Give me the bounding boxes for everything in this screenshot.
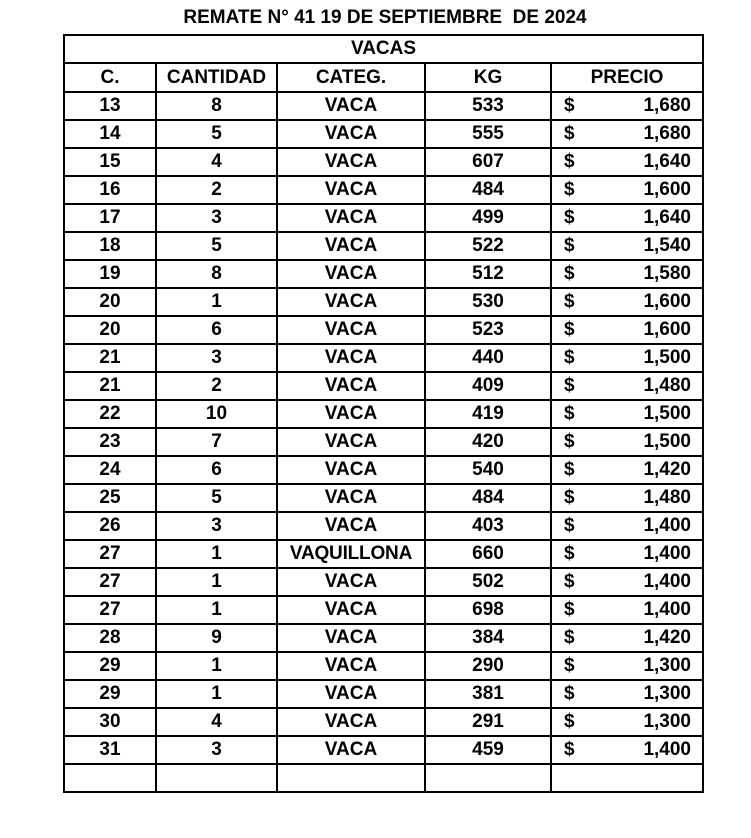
cell-cantidad: 2 — [156, 176, 277, 204]
cell-categ: VACA — [277, 568, 425, 596]
column-header-precio: PRECIO — [551, 63, 703, 92]
currency-symbol: $ — [564, 655, 575, 676]
cell-c: 27 — [64, 568, 156, 596]
cell-precio — [551, 260, 703, 288]
column-header-categ: CATEG. — [277, 63, 425, 92]
table-row — [64, 680, 703, 708]
cell-cantidad: 6 — [156, 456, 277, 484]
price-amount: 1,600 — [643, 179, 691, 200]
table-row — [64, 120, 703, 148]
cell-precio — [551, 148, 703, 176]
currency-symbol: $ — [564, 263, 575, 284]
table-row — [64, 708, 703, 736]
currency-symbol: $ — [564, 571, 575, 592]
price-amount: 1,480 — [643, 487, 691, 508]
table-row — [64, 624, 703, 652]
cell-precio — [551, 120, 703, 148]
cell-c: 21 — [64, 372, 156, 400]
table-row — [64, 456, 703, 484]
cell-c: 16 — [64, 176, 156, 204]
cell-c: 26 — [64, 512, 156, 540]
cell-categ: VACA — [277, 512, 425, 540]
cell-c: 28 — [64, 624, 156, 652]
currency-symbol: $ — [564, 711, 575, 732]
auction-table — [63, 34, 704, 793]
cell-c: 25 — [64, 484, 156, 512]
cell-cantidad: 5 — [156, 120, 277, 148]
cell-cantidad: 9 — [156, 624, 277, 652]
currency-symbol: $ — [564, 375, 575, 396]
cell-cantidad: 4 — [156, 148, 277, 176]
cell-c: 29 — [64, 652, 156, 680]
cell-cantidad: 8 — [156, 260, 277, 288]
cell-c: 15 — [64, 148, 156, 176]
cell-kg: 530 — [425, 288, 551, 316]
price-amount: 1,640 — [643, 151, 691, 172]
cell-cantidad: 8 — [156, 92, 277, 120]
cell-precio — [551, 568, 703, 596]
price-amount: 1,400 — [643, 571, 691, 592]
cell-precio — [551, 400, 703, 428]
cell-cantidad: 1 — [156, 652, 277, 680]
cell-kg: 484 — [425, 176, 551, 204]
price-amount: 1,680 — [643, 95, 691, 116]
cell-categ: VACA — [277, 92, 425, 120]
cell-kg: 440 — [425, 344, 551, 372]
cell-c: 20 — [64, 316, 156, 344]
cell-categ: VACA — [277, 344, 425, 372]
currency-symbol: $ — [564, 207, 575, 228]
cell-c: 17 — [64, 204, 156, 232]
cell-categ: VAQUILLONA — [277, 540, 425, 568]
cell-kg: 533 — [425, 92, 551, 120]
table-row — [64, 372, 703, 400]
cell-categ: VACA — [277, 288, 425, 316]
cell-cantidad: 6 — [156, 316, 277, 344]
cell-precio — [551, 512, 703, 540]
cell-categ: VACA — [277, 260, 425, 288]
table-body — [64, 92, 703, 792]
price-amount: 1,300 — [643, 683, 691, 704]
currency-symbol: $ — [564, 403, 575, 424]
cell-precio — [551, 540, 703, 568]
price-amount: 1,500 — [643, 347, 691, 368]
cell-c: 31 — [64, 736, 156, 764]
cell-categ: VACA — [277, 428, 425, 456]
currency-symbol: $ — [564, 487, 575, 508]
currency-symbol: $ — [564, 95, 575, 116]
cell-cantidad: 1 — [156, 568, 277, 596]
price-amount: 1,400 — [643, 515, 691, 536]
cell-kg: 607 — [425, 148, 551, 176]
document-title: REMATE N° 41 19 DE SEPTIEMBRE DE 2024 — [183, 7, 587, 28]
cell-precio — [551, 764, 703, 792]
cell-c: 14 — [64, 120, 156, 148]
price-amount: 1,640 — [643, 207, 691, 228]
cell-categ: VACA — [277, 120, 425, 148]
cell-kg — [425, 764, 551, 792]
table-row — [64, 92, 703, 120]
cell-kg: 459 — [425, 736, 551, 764]
cell-precio — [551, 92, 703, 120]
table-row — [64, 288, 703, 316]
currency-symbol: $ — [564, 739, 575, 760]
cell-precio — [551, 708, 703, 736]
price-amount: 1,500 — [643, 431, 691, 452]
cell-precio — [551, 484, 703, 512]
cell-kg: 381 — [425, 680, 551, 708]
cell-precio — [551, 680, 703, 708]
cell-kg: 290 — [425, 652, 551, 680]
cell-categ: VACA — [277, 596, 425, 624]
currency-symbol: $ — [564, 151, 575, 172]
currency-symbol: $ — [564, 627, 575, 648]
price-amount: 1,480 — [643, 375, 691, 396]
cell-kg: 502 — [425, 568, 551, 596]
cell-kg: 420 — [425, 428, 551, 456]
price-amount: 1,400 — [643, 739, 691, 760]
cell-categ: VACA — [277, 232, 425, 260]
price-amount: 1,400 — [643, 543, 691, 564]
cell-cantidad: 3 — [156, 204, 277, 232]
currency-symbol: $ — [564, 431, 575, 452]
currency-symbol: $ — [564, 683, 575, 704]
table-row — [64, 400, 703, 428]
cell-kg: 540 — [425, 456, 551, 484]
table-row — [64, 764, 703, 792]
cell-kg: 555 — [425, 120, 551, 148]
cell-precio — [551, 372, 703, 400]
cell-cantidad: 4 — [156, 708, 277, 736]
price-amount: 1,500 — [643, 403, 691, 424]
cell-categ: VACA — [277, 204, 425, 232]
column-header-kg: KG — [425, 63, 551, 92]
price-amount: 1,300 — [643, 655, 691, 676]
currency-symbol: $ — [564, 459, 575, 480]
cell-c: 13 — [64, 92, 156, 120]
table-row — [64, 652, 703, 680]
price-amount: 1,600 — [643, 319, 691, 340]
table-row — [64, 204, 703, 232]
cell-cantidad: 1 — [156, 596, 277, 624]
currency-symbol: $ — [564, 515, 575, 536]
currency-symbol: $ — [564, 291, 575, 312]
cell-kg: 698 — [425, 596, 551, 624]
table-row — [64, 428, 703, 456]
cell-c: 23 — [64, 428, 156, 456]
cell-cantidad: 7 — [156, 428, 277, 456]
cell-cantidad: 1 — [156, 540, 277, 568]
cell-c: 24 — [64, 456, 156, 484]
cell-precio — [551, 456, 703, 484]
currency-symbol: $ — [564, 123, 575, 144]
cell-categ: VACA — [277, 708, 425, 736]
table-row — [64, 736, 703, 764]
cell-categ: VACA — [277, 176, 425, 204]
price-amount: 1,600 — [643, 291, 691, 312]
cell-precio — [551, 204, 703, 232]
price-amount: 1,580 — [643, 263, 691, 284]
cell-cantidad: 5 — [156, 232, 277, 260]
cell-kg: 512 — [425, 260, 551, 288]
table-row — [64, 176, 703, 204]
cell-categ: VACA — [277, 736, 425, 764]
cell-cantidad: 10 — [156, 400, 277, 428]
table-row — [64, 568, 703, 596]
cell-precio — [551, 344, 703, 372]
cell-cantidad: 3 — [156, 344, 277, 372]
cell-c: 29 — [64, 680, 156, 708]
cell-kg: 523 — [425, 316, 551, 344]
cell-categ: VACA — [277, 484, 425, 512]
cell-precio — [551, 624, 703, 652]
cell-cantidad: 3 — [156, 512, 277, 540]
cell-c: 21 — [64, 344, 156, 372]
cell-kg: 522 — [425, 232, 551, 260]
cell-categ: VACA — [277, 400, 425, 428]
price-amount: 1,540 — [643, 235, 691, 256]
cell-c: 20 — [64, 288, 156, 316]
cell-cantidad — [156, 764, 277, 792]
cell-precio — [551, 316, 703, 344]
table-row — [64, 316, 703, 344]
price-amount: 1,420 — [643, 459, 691, 480]
cell-categ: VACA — [277, 624, 425, 652]
cell-kg: 403 — [425, 512, 551, 540]
cell-categ — [277, 764, 425, 792]
table-row — [64, 148, 703, 176]
cell-c: 27 — [64, 596, 156, 624]
cell-categ: VACA — [277, 680, 425, 708]
cell-cantidad: 3 — [156, 736, 277, 764]
column-header-cantidad: CANTIDAD — [156, 63, 277, 92]
cell-categ: VACA — [277, 316, 425, 344]
cell-categ: VACA — [277, 652, 425, 680]
price-amount: 1,300 — [643, 711, 691, 732]
cell-precio — [551, 428, 703, 456]
cell-precio — [551, 176, 703, 204]
cell-precio — [551, 288, 703, 316]
price-amount: 1,400 — [643, 599, 691, 620]
table-row — [64, 540, 703, 568]
currency-symbol: $ — [564, 543, 575, 564]
cell-c: 30 — [64, 708, 156, 736]
cell-categ: VACA — [277, 148, 425, 176]
currency-symbol: $ — [564, 319, 575, 340]
cell-c: 19 — [64, 260, 156, 288]
cell-c: 18 — [64, 232, 156, 260]
cell-c — [64, 764, 156, 792]
cell-cantidad: 1 — [156, 680, 277, 708]
price-amount: 1,420 — [643, 627, 691, 648]
table-row — [64, 232, 703, 260]
currency-symbol: $ — [564, 599, 575, 620]
table-row — [64, 596, 703, 624]
price-amount: 1,680 — [643, 123, 691, 144]
cell-c: 22 — [64, 400, 156, 428]
cell-kg: 384 — [425, 624, 551, 652]
table-row — [64, 260, 703, 288]
cell-kg: 291 — [425, 708, 551, 736]
cell-cantidad: 2 — [156, 372, 277, 400]
table-row — [64, 484, 703, 512]
column-header-c: C. — [64, 63, 156, 92]
cell-precio — [551, 652, 703, 680]
cell-categ: VACA — [277, 372, 425, 400]
cell-cantidad: 1 — [156, 288, 277, 316]
currency-symbol: $ — [564, 179, 575, 200]
currency-symbol: $ — [564, 235, 575, 256]
cell-kg: 419 — [425, 400, 551, 428]
table-row — [64, 344, 703, 372]
cell-categ: VACA — [277, 456, 425, 484]
cell-kg: 660 — [425, 540, 551, 568]
table-row — [64, 512, 703, 540]
cell-precio — [551, 596, 703, 624]
cell-precio — [551, 736, 703, 764]
cell-kg: 484 — [425, 484, 551, 512]
cell-kg: 499 — [425, 204, 551, 232]
cell-cantidad: 5 — [156, 484, 277, 512]
cell-kg: 409 — [425, 372, 551, 400]
cell-c: 27 — [64, 540, 156, 568]
cell-precio — [551, 232, 703, 260]
section-header: VACAS — [64, 35, 703, 63]
currency-symbol: $ — [564, 347, 575, 368]
